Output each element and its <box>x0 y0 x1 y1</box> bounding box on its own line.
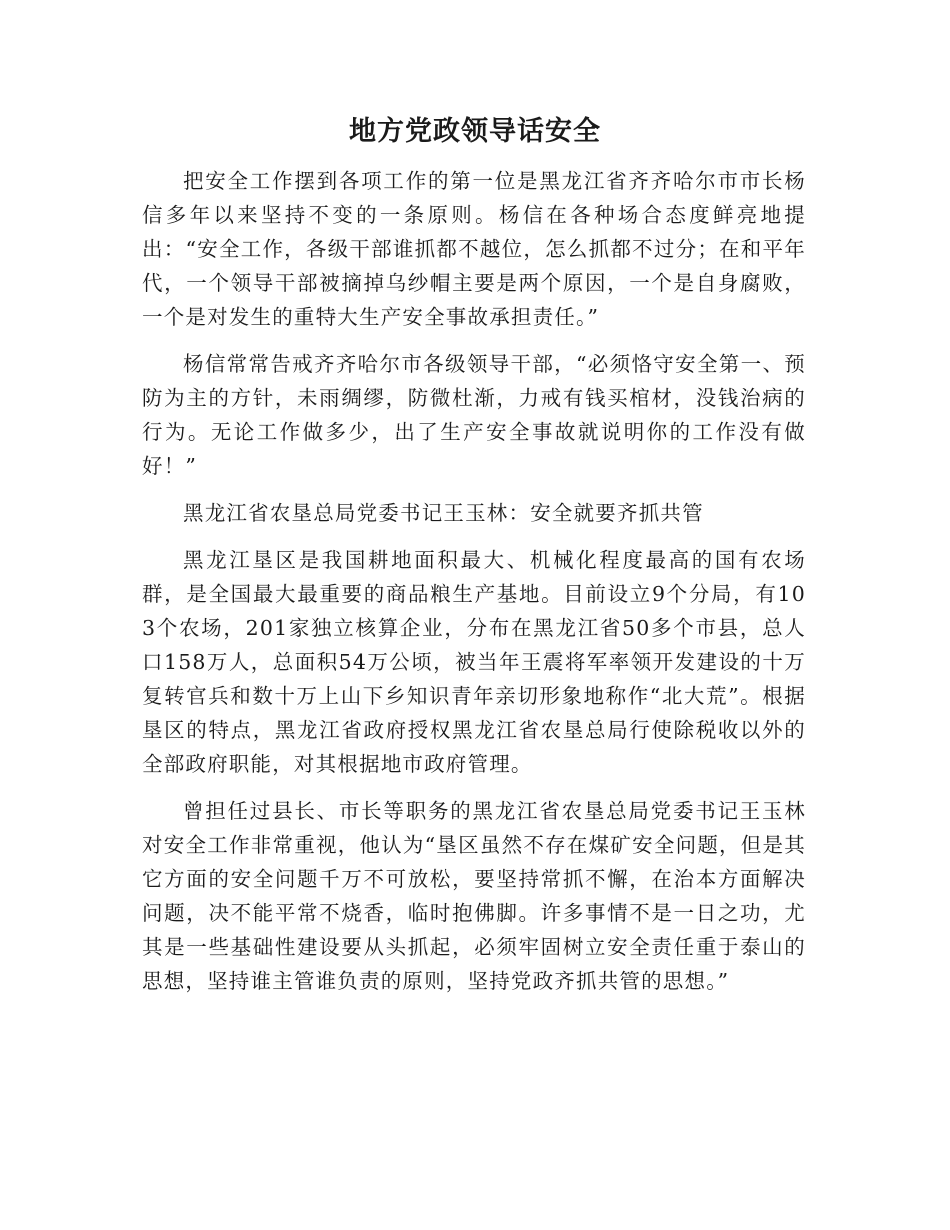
paragraph-1: 把安全工作摆到各项工作的第一位是黑龙江省齐齐哈尔市市长杨信多年以来坚持不变的一条原则。杨信在各种场合态度鲜亮地提出：“安全工作，各级干部谁抓都不越位，怎么抓都不过分；在和平年代，一个领导干部被摘掉乌纱帽主要是两个原因，一个是自身腐败，一个是对发生的重特大生产安全事故承担责任。” <box>142 169 806 329</box>
section-heading: 黑龙江省农垦总局党委书记王玉林：安全就要齐抓共管 <box>183 501 704 525</box>
paragraph-4: 曾担任过县长、市长等职务的黑龙江省农垦总局党委书记王玉林对安全工作非常重视，他认为“垦区虽然不存在煤矿安全问题，但是其它方面的安全问题千万不可放松，要坚持常抓不懈，在治本方面解决问题，决不能平常不烧香，临时抱佛脚。许多事情不是一日之功，尤其是一些基础性建设要从头抓起，必须牢固树立安全责任重于泰山的思想，坚持谁主管谁负责的原则，坚持党政齐抓共管的思想。” <box>142 799 806 993</box>
document-body <box>142 164 806 998</box>
document-title: 地方党政领导话安全 <box>349 116 601 147</box>
paragraph-2: 杨信常常告戒齐齐哈尔市各级领导干部，“必须恪守安全第一、预防为主的方针，未雨绸缪，防微杜渐，力戒有钱买棺材，没钱治病的行为。无论工作做多少，出了生产安全事故就说明你的工作没有做好！” <box>142 352 806 478</box>
paragraph-3: 黑龙江垦区是我国耕地面积最大、机械化程度最高的国有农场群，是全国最大最重要的商品粮生产基地。目前设立9个分局，有103个农场，201家独立核算企业，分布在黑龙江省50多个市县，总人口158万人，总面积54万公顷，被当年王震将军率领开发建设的十万复转官兵和数十万上山下乡知识青年亲切形象地称作“北大荒”。根据垦区的特点，黑龙江省政府授权黑龙江省农垦总局行使除税收以外的全部政府职能，对其根据地市政府管理。 <box>142 548 806 776</box>
